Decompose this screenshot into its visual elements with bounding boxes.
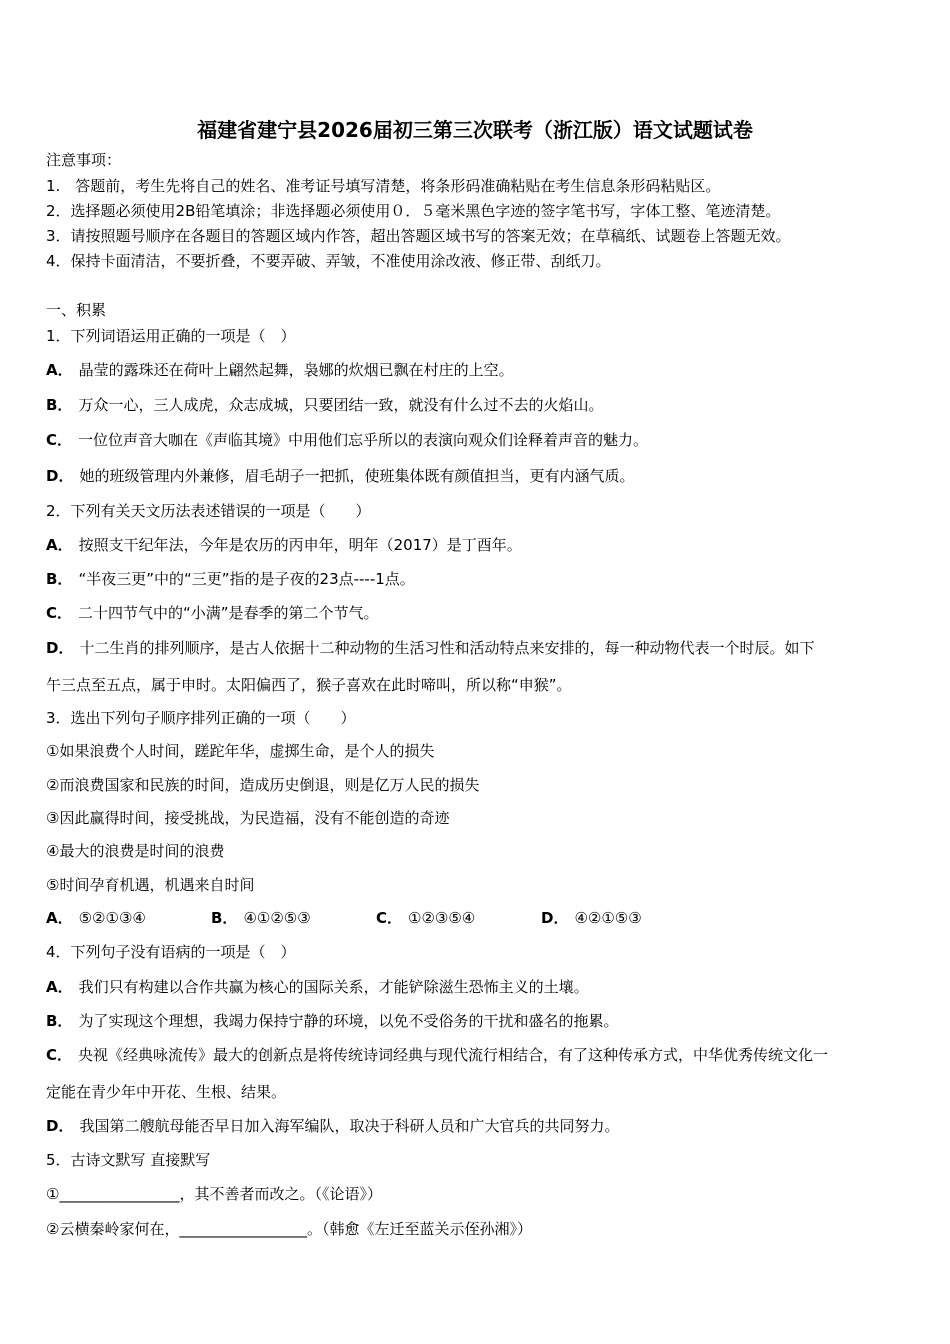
option-label: A． (46, 909, 73, 927)
option-text: 晶莹的露珠还在荷叶上翩然起舞，袅娜的炊烟已飘在村庄的上空。 (78, 361, 514, 379)
option-label: C． (46, 604, 73, 622)
option-label: B． (211, 909, 238, 927)
fill-blank-line: ②云横秦岭家何在，_________________。（韩愈《左迁至蓝关示侄孙湘》） (46, 1220, 532, 1238)
question-stem: 2．下列有关天文历法表述错误的一项是（ ） (46, 502, 371, 520)
option-label: B． (46, 570, 73, 588)
option-label: D． (46, 639, 74, 657)
option-c (46, 603, 379, 623)
question-stem: 5．古诗文默写 直接默写 (46, 1151, 211, 1169)
option-text: 按照支干纪年法，今年是农历的丙申年，明年（2017）是丁酉年。 (78, 536, 522, 554)
sentence: ③因此赢得时间，接受挑战，为民造福，没有不能创造的奇迹 (46, 809, 450, 827)
sentence: ②而浪费国家和民族的时间，造成历史倒退，则是亿万人民的损失 (46, 776, 480, 794)
option-c (46, 1045, 828, 1065)
option-text: ①②③⑤④ (408, 909, 476, 927)
option-label: A． (46, 536, 73, 554)
question-stem: 1．下列词语运用正确的一项是（ ） (46, 327, 296, 345)
sentence: ①如果浪费个人时间，蹉跎年华，虚掷生命，是个人的损失 (46, 742, 435, 760)
option-d (46, 1116, 619, 1136)
option-d-continued: 午三点至五点，属于申时。太阳偏西了，猴子喜欢在此时啼叫，所以称“申猴”。 (46, 676, 572, 694)
option-text: 她的班级管理内外兼修，眉毛胡子一把抓，使班集体既有颜值担当，更有内涵气质。 (79, 467, 635, 485)
option-c (376, 908, 541, 928)
question-stem: 4．下列句子没有语病的一项是（ ） (46, 943, 296, 961)
option-d (541, 908, 706, 928)
option-b (46, 569, 415, 589)
option-b (211, 908, 376, 928)
option-c-continued: 定能在青少年中开花、生根、结果。 (46, 1083, 287, 1101)
notice-heading: 注意事项： (46, 151, 122, 169)
option-text: ④②①⑤③ (574, 909, 642, 927)
notice-item: 1. 答题前，考生先将自己的姓名、准考证号填写清楚，将条形码准确粘贴在考生信息条形码粘贴区。 (46, 177, 721, 195)
option-text: 万众一心，三人成虎，众志成城，只要团结一致，就没有什么过不去的火焰山。 (78, 396, 604, 414)
option-b (46, 395, 603, 415)
option-text: 一位位声音大咖在《声临其境》中用他们忘乎所以的表演向观众们诠释着声音的魅力。 (78, 431, 649, 449)
option-a (46, 908, 211, 928)
sentence: ⑤时间孕育机遇，机遇来自时间 (46, 876, 255, 894)
fill-blank-line: ①________________，其不善者而改之。（《论语》） (46, 1185, 382, 1203)
section-heading: 一、积累 (46, 301, 107, 319)
option-a (46, 535, 522, 555)
option-a (46, 977, 589, 997)
sentence: ④最大的浪费是时间的浪费 (46, 842, 225, 860)
option-text: ④①②⑤③ (243, 909, 311, 927)
option-d (46, 638, 814, 658)
option-text: 我们只有构建以合作共赢为核心的国际关系，才能铲除滋生恐怖主义的土壤。 (78, 978, 589, 996)
option-text: 为了实现这个理想，我竭力保持宁静的环境，以免不受俗务的干扰和盛名的拖累。 (78, 1012, 619, 1030)
option-text: “半夜三更”中的“三更”指的是子夜的23点----1点。 (78, 570, 415, 588)
option-label: B． (46, 396, 73, 414)
notice-item: 2．选择题必须使用2B铅笔填涂；非选择题必须使用０．５毫米黑色字迹的签字笔书写，字体工整、笔迹清楚。 (46, 202, 781, 220)
option-label: A． (46, 978, 73, 996)
option-text: 二十四节气中的“小满”是春季的第二个节气。 (78, 604, 379, 622)
options-row (46, 908, 706, 928)
option-label: B． (46, 1012, 73, 1030)
option-text: 十二生肖的排列顺序，是古人依据十二种动物的生活习性和活动特点来安排的，每一种动物代表一个时辰。如下 (79, 639, 815, 657)
option-text: 央视《经典咏流传》最大的创新点是将传统诗词经典与现代流行相结合，有了这种传承方式，中华优秀传统文化一 (78, 1046, 829, 1064)
option-label: A． (46, 361, 73, 379)
option-label: C． (46, 431, 73, 449)
option-text: 我国第二艘航母能否早日加入海军编队，取决于科研人员和广大官兵的共同努力。 (79, 1117, 620, 1135)
question-stem: 3．选出下列句子顺序排列正确的一项（ ） (46, 709, 356, 727)
option-text: ⑤②①③④ (78, 909, 146, 927)
page-title: 福建省建宁县2026届初三第三次联考（浙江版）语文试题试卷 (197, 118, 753, 142)
option-label: D． (46, 467, 74, 485)
option-label: C． (376, 909, 403, 927)
option-label: C． (46, 1046, 73, 1064)
option-label: D． (541, 909, 569, 927)
notice-item: 3．请按照题号顺序在各题目的答题区域内作答，超出答题区域书写的答案无效；在草稿纸、试题卷上答题无效。 (46, 227, 791, 245)
option-c (46, 430, 648, 450)
notice-item: 4．保持卡面清洁，不要折叠，不要弄破、弄皱，不准使用涂改液、修正带、刮纸刀。 (46, 252, 611, 270)
option-label: D． (46, 1117, 74, 1135)
option-d (46, 466, 634, 486)
option-a (46, 360, 514, 380)
option-b (46, 1011, 618, 1031)
